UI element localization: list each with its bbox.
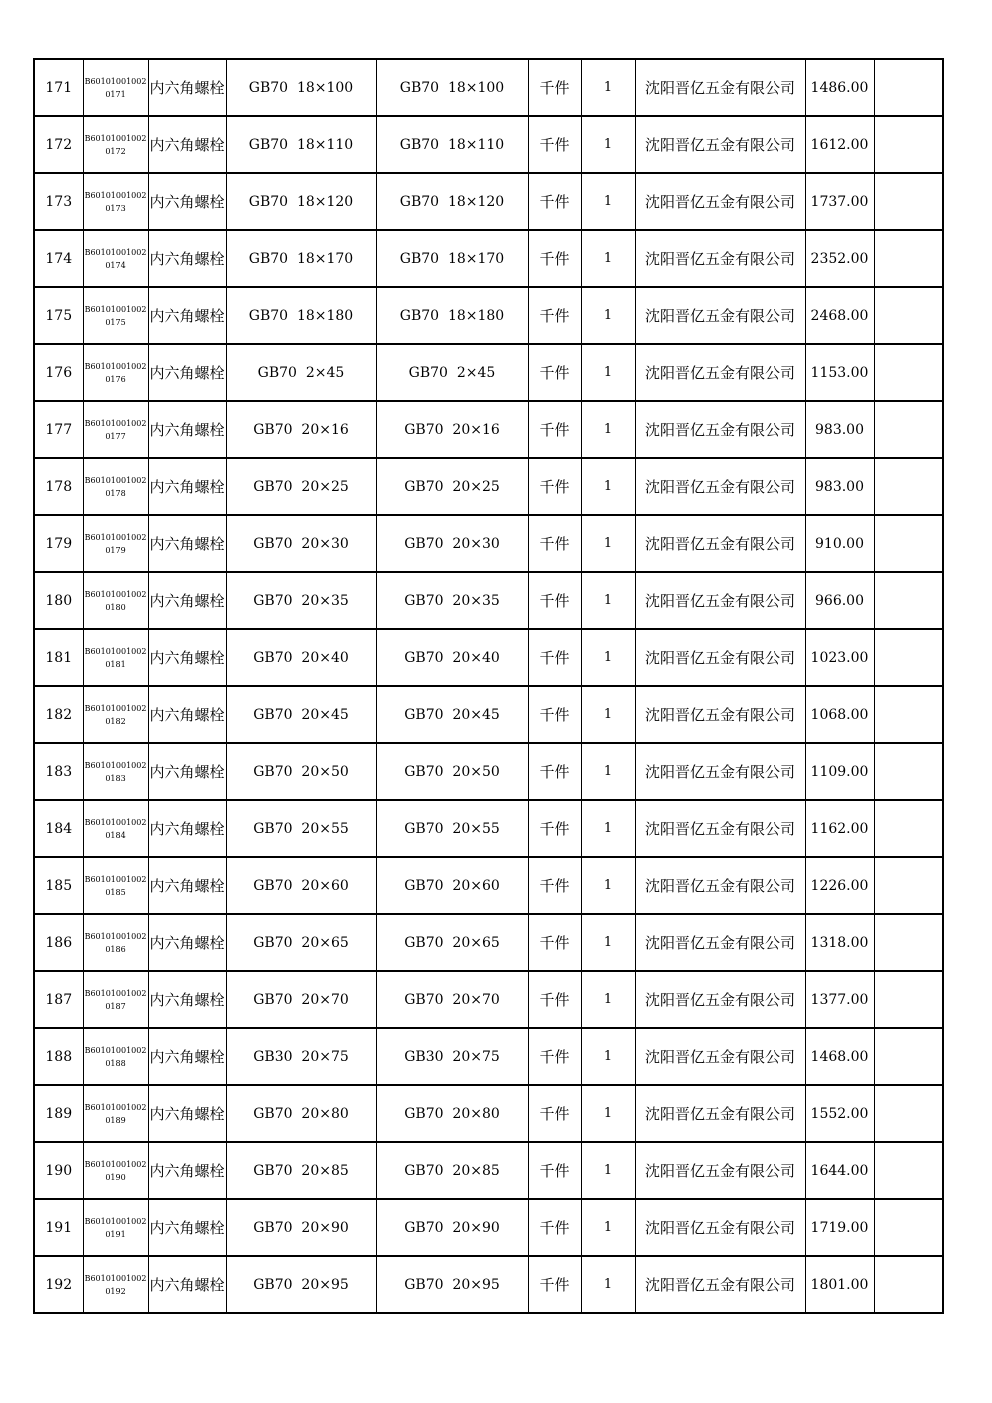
- unit-cell: 千件: [528, 344, 581, 401]
- table-row: [34, 515, 943, 572]
- specification-cell: GB70 20×90: [226, 1199, 376, 1256]
- row-number-cell: 174: [34, 230, 83, 287]
- table-row: [34, 230, 943, 287]
- unit-price-cell: 1737.00: [805, 173, 874, 230]
- table-row: [34, 914, 943, 971]
- row-number-cell: 181: [34, 629, 83, 686]
- specification-cell: GB70 20×40: [226, 629, 376, 686]
- row-number-cell: 173: [34, 173, 83, 230]
- table-row: [34, 743, 943, 800]
- remark-cell: [874, 173, 943, 230]
- table-body: [34, 59, 943, 1313]
- supplier-cell: 沈阳晋亿五金有限公司: [635, 1199, 805, 1256]
- material-name-cell: 内六角螺栓: [148, 1256, 226, 1313]
- unit-price-cell: 1153.00: [805, 344, 874, 401]
- quantity-cell: 1: [581, 1142, 635, 1199]
- table-row: [34, 800, 943, 857]
- quantity-cell: 1: [581, 116, 635, 173]
- model-cell: GB70 18×120: [376, 173, 528, 230]
- unit-cell: 千件: [528, 1199, 581, 1256]
- remark-cell: [874, 1199, 943, 1256]
- remark-cell: [874, 1256, 943, 1313]
- unit-price-cell: 1068.00: [805, 686, 874, 743]
- material-code-cell: B601010010020174: [83, 230, 148, 287]
- unit-price-cell: 1226.00: [805, 857, 874, 914]
- specification-cell: GB30 20×75: [226, 1028, 376, 1085]
- specification-cell: GB70 20×35: [226, 572, 376, 629]
- model-cell: GB70 20×80: [376, 1085, 528, 1142]
- remark-cell: [874, 914, 943, 971]
- unit-price-cell: 1109.00: [805, 743, 874, 800]
- supplier-cell: 沈阳晋亿五金有限公司: [635, 1028, 805, 1085]
- specification-cell: GB70 18×120: [226, 173, 376, 230]
- specification-cell: GB70 20×50: [226, 743, 376, 800]
- material-name-cell: 内六角螺栓: [148, 914, 226, 971]
- remark-cell: [874, 800, 943, 857]
- unit-price-cell: 2352.00: [805, 230, 874, 287]
- unit-cell: 千件: [528, 401, 581, 458]
- specification-cell: GB70 20×70: [226, 971, 376, 1028]
- material-code-cell: B601010010020180: [83, 572, 148, 629]
- supplier-cell: 沈阳晋亿五金有限公司: [635, 116, 805, 173]
- table-row: [34, 686, 943, 743]
- material-code-cell: B601010010020192: [83, 1256, 148, 1313]
- supplier-cell: 沈阳晋亿五金有限公司: [635, 1142, 805, 1199]
- material-name-cell: 内六角螺栓: [148, 686, 226, 743]
- supplier-cell: 沈阳晋亿五金有限公司: [635, 344, 805, 401]
- model-cell: GB70 20×35: [376, 572, 528, 629]
- material-name-cell: 内六角螺栓: [148, 59, 226, 116]
- model-cell: GB30 20×75: [376, 1028, 528, 1085]
- unit-cell: 千件: [528, 515, 581, 572]
- row-number-cell: 183: [34, 743, 83, 800]
- material-name-cell: 内六角螺栓: [148, 572, 226, 629]
- unit-price-cell: 1377.00: [805, 971, 874, 1028]
- quantity-cell: 1: [581, 230, 635, 287]
- supplier-cell: 沈阳晋亿五金有限公司: [635, 287, 805, 344]
- remark-cell: [874, 230, 943, 287]
- unit-cell: 千件: [528, 572, 581, 629]
- table-row: [34, 1028, 943, 1085]
- remark-cell: [874, 971, 943, 1028]
- unit-price-cell: 1612.00: [805, 116, 874, 173]
- unit-price-cell: 1162.00: [805, 800, 874, 857]
- unit-price-cell: 966.00: [805, 572, 874, 629]
- material-name-cell: 内六角螺栓: [148, 800, 226, 857]
- unit-price-cell: 1023.00: [805, 629, 874, 686]
- unit-price-cell: 1801.00: [805, 1256, 874, 1313]
- unit-price-cell: 1486.00: [805, 59, 874, 116]
- material-name-cell: 内六角螺栓: [148, 1199, 226, 1256]
- unit-cell: 千件: [528, 1085, 581, 1142]
- model-cell: GB70 20×55: [376, 800, 528, 857]
- remark-cell: [874, 743, 943, 800]
- row-number-cell: 180: [34, 572, 83, 629]
- remark-cell: [874, 629, 943, 686]
- unit-cell: 千件: [528, 686, 581, 743]
- unit-price-cell: 2468.00: [805, 287, 874, 344]
- unit-cell: 千件: [528, 1028, 581, 1085]
- table-row: [34, 857, 943, 914]
- specification-cell: GB70 20×95: [226, 1256, 376, 1313]
- table-row: [34, 344, 943, 401]
- model-cell: GB70 20×70: [376, 971, 528, 1028]
- table-row: [34, 1199, 943, 1256]
- model-cell: GB70 20×65: [376, 914, 528, 971]
- row-number-cell: 177: [34, 401, 83, 458]
- quantity-cell: 1: [581, 800, 635, 857]
- supplier-cell: 沈阳晋亿五金有限公司: [635, 59, 805, 116]
- material-name-cell: 内六角螺栓: [148, 1028, 226, 1085]
- model-cell: GB70 20×60: [376, 857, 528, 914]
- row-number-cell: 189: [34, 1085, 83, 1142]
- material-code-cell: B601010010020187: [83, 971, 148, 1028]
- quantity-cell: 1: [581, 173, 635, 230]
- material-name-cell: 内六角螺栓: [148, 629, 226, 686]
- unit-price-cell: 1719.00: [805, 1199, 874, 1256]
- material-code-cell: B601010010020171: [83, 59, 148, 116]
- quantity-cell: 1: [581, 857, 635, 914]
- material-code-cell: B601010010020177: [83, 401, 148, 458]
- model-cell: GB70 20×16: [376, 401, 528, 458]
- supplier-cell: 沈阳晋亿五金有限公司: [635, 401, 805, 458]
- unit-cell: 千件: [528, 629, 581, 686]
- supplier-cell: 沈阳晋亿五金有限公司: [635, 458, 805, 515]
- remark-cell: [874, 1085, 943, 1142]
- material-code-cell: B601010010020183: [83, 743, 148, 800]
- material-name-cell: 内六角螺栓: [148, 1142, 226, 1199]
- specification-cell: GB70 20×85: [226, 1142, 376, 1199]
- specification-cell: GB70 20×45: [226, 686, 376, 743]
- remark-cell: [874, 515, 943, 572]
- row-number-cell: 171: [34, 59, 83, 116]
- supplier-cell: 沈阳晋亿五金有限公司: [635, 800, 805, 857]
- quantity-cell: 1: [581, 971, 635, 1028]
- supplier-cell: 沈阳晋亿五金有限公司: [635, 173, 805, 230]
- material-name-cell: 内六角螺栓: [148, 287, 226, 344]
- remark-cell: [874, 59, 943, 116]
- model-cell: GB70 20×45: [376, 686, 528, 743]
- quantity-cell: 1: [581, 1199, 635, 1256]
- quantity-cell: 1: [581, 914, 635, 971]
- table-row: [34, 116, 943, 173]
- model-cell: GB70 18×110: [376, 116, 528, 173]
- unit-price-cell: 983.00: [805, 458, 874, 515]
- specification-cell: GB70 18×100: [226, 59, 376, 116]
- row-number-cell: 187: [34, 971, 83, 1028]
- supplier-cell: 沈阳晋亿五金有限公司: [635, 515, 805, 572]
- model-cell: GB70 20×25: [376, 458, 528, 515]
- remark-cell: [874, 401, 943, 458]
- model-cell: GB70 18×180: [376, 287, 528, 344]
- material-code-cell: B601010010020172: [83, 116, 148, 173]
- unit-cell: 千件: [528, 287, 581, 344]
- material-name-cell: 内六角螺栓: [148, 971, 226, 1028]
- row-number-cell: 190: [34, 1142, 83, 1199]
- material-code-cell: B601010010020188: [83, 1028, 148, 1085]
- quantity-cell: 1: [581, 743, 635, 800]
- model-cell: GB70 18×170: [376, 230, 528, 287]
- table-row: [34, 1085, 943, 1142]
- model-cell: GB70 20×85: [376, 1142, 528, 1199]
- material-code-cell: B601010010020189: [83, 1085, 148, 1142]
- table-row: [34, 59, 943, 116]
- material-name-cell: 内六角螺栓: [148, 116, 226, 173]
- material-code-cell: B601010010020173: [83, 173, 148, 230]
- specification-cell: GB70 20×16: [226, 401, 376, 458]
- row-number-cell: 175: [34, 287, 83, 344]
- table-row: [34, 1142, 943, 1199]
- specification-cell: GB70 20×30: [226, 515, 376, 572]
- table-row: [34, 971, 943, 1028]
- table-row: [34, 173, 943, 230]
- unit-price-cell: 1468.00: [805, 1028, 874, 1085]
- quantity-cell: 1: [581, 1085, 635, 1142]
- row-number-cell: 182: [34, 686, 83, 743]
- supplier-cell: 沈阳晋亿五金有限公司: [635, 686, 805, 743]
- specification-cell: GB70 18×110: [226, 116, 376, 173]
- table-row: [34, 572, 943, 629]
- specification-cell: GB70 18×170: [226, 230, 376, 287]
- quantity-cell: 1: [581, 1028, 635, 1085]
- remark-cell: [874, 458, 943, 515]
- unit-cell: 千件: [528, 971, 581, 1028]
- unit-cell: 千件: [528, 800, 581, 857]
- unit-cell: 千件: [528, 1142, 581, 1199]
- unit-cell: 千件: [528, 1256, 581, 1313]
- remark-cell: [874, 857, 943, 914]
- material-code-cell: B601010010020184: [83, 800, 148, 857]
- supplier-cell: 沈阳晋亿五金有限公司: [635, 857, 805, 914]
- row-number-cell: 178: [34, 458, 83, 515]
- material-code-cell: B601010010020186: [83, 914, 148, 971]
- supplier-cell: 沈阳晋亿五金有限公司: [635, 1256, 805, 1313]
- supplier-cell: 沈阳晋亿五金有限公司: [635, 572, 805, 629]
- unit-cell: 千件: [528, 857, 581, 914]
- material-name-cell: 内六角螺栓: [148, 344, 226, 401]
- material-name-cell: 内六角螺栓: [148, 230, 226, 287]
- material-name-cell: 内六角螺栓: [148, 857, 226, 914]
- material-name-cell: 内六角螺栓: [148, 1085, 226, 1142]
- supplier-cell: 沈阳晋亿五金有限公司: [635, 629, 805, 686]
- row-number-cell: 191: [34, 1199, 83, 1256]
- material-code-cell: B601010010020191: [83, 1199, 148, 1256]
- table-row: [34, 629, 943, 686]
- material-code-cell: B601010010020181: [83, 629, 148, 686]
- unit-price-cell: 1318.00: [805, 914, 874, 971]
- supplier-cell: 沈阳晋亿五金有限公司: [635, 743, 805, 800]
- unit-cell: 千件: [528, 116, 581, 173]
- material-code-cell: B601010010020182: [83, 686, 148, 743]
- price-table: [33, 58, 944, 1314]
- quantity-cell: 1: [581, 629, 635, 686]
- model-cell: GB70 20×40: [376, 629, 528, 686]
- specification-cell: GB70 2×45: [226, 344, 376, 401]
- row-number-cell: 188: [34, 1028, 83, 1085]
- specification-cell: GB70 20×25: [226, 458, 376, 515]
- material-code-cell: B601010010020178: [83, 458, 148, 515]
- supplier-cell: 沈阳晋亿五金有限公司: [635, 971, 805, 1028]
- table-row: [34, 458, 943, 515]
- row-number-cell: 179: [34, 515, 83, 572]
- model-cell: GB70 2×45: [376, 344, 528, 401]
- unit-cell: 千件: [528, 914, 581, 971]
- unit-cell: 千件: [528, 458, 581, 515]
- specification-cell: GB70 20×80: [226, 1085, 376, 1142]
- material-code-cell: B601010010020175: [83, 287, 148, 344]
- material-name-cell: 内六角螺栓: [148, 743, 226, 800]
- row-number-cell: 184: [34, 800, 83, 857]
- unit-price-cell: 1552.00: [805, 1085, 874, 1142]
- material-name-cell: 内六角螺栓: [148, 515, 226, 572]
- quantity-cell: 1: [581, 572, 635, 629]
- model-cell: GB70 20×30: [376, 515, 528, 572]
- unit-cell: 千件: [528, 743, 581, 800]
- unit-cell: 千件: [528, 173, 581, 230]
- quantity-cell: 1: [581, 59, 635, 116]
- material-name-cell: 内六角螺栓: [148, 458, 226, 515]
- quantity-cell: 1: [581, 344, 635, 401]
- quantity-cell: 1: [581, 515, 635, 572]
- remark-cell: [874, 686, 943, 743]
- material-name-cell: 内六角螺栓: [148, 173, 226, 230]
- specification-cell: GB70 20×60: [226, 857, 376, 914]
- quantity-cell: 1: [581, 287, 635, 344]
- row-number-cell: 186: [34, 914, 83, 971]
- unit-cell: 千件: [528, 59, 581, 116]
- material-name-cell: 内六角螺栓: [148, 401, 226, 458]
- supplier-cell: 沈阳晋亿五金有限公司: [635, 914, 805, 971]
- material-code-cell: B601010010020190: [83, 1142, 148, 1199]
- unit-price-cell: 1644.00: [805, 1142, 874, 1199]
- quantity-cell: 1: [581, 686, 635, 743]
- row-number-cell: 176: [34, 344, 83, 401]
- unit-price-cell: 983.00: [805, 401, 874, 458]
- row-number-cell: 172: [34, 116, 83, 173]
- model-cell: GB70 18×100: [376, 59, 528, 116]
- remark-cell: [874, 1142, 943, 1199]
- unit-cell: 千件: [528, 230, 581, 287]
- quantity-cell: 1: [581, 458, 635, 515]
- table-row: [34, 287, 943, 344]
- model-cell: GB70 20×95: [376, 1256, 528, 1313]
- unit-price-cell: 910.00: [805, 515, 874, 572]
- specification-cell: GB70 20×65: [226, 914, 376, 971]
- specification-cell: GB70 20×55: [226, 800, 376, 857]
- model-cell: GB70 20×50: [376, 743, 528, 800]
- supplier-cell: 沈阳晋亿五金有限公司: [635, 1085, 805, 1142]
- remark-cell: [874, 344, 943, 401]
- remark-cell: [874, 287, 943, 344]
- supplier-cell: 沈阳晋亿五金有限公司: [635, 230, 805, 287]
- quantity-cell: 1: [581, 1256, 635, 1313]
- table-row: [34, 1256, 943, 1313]
- remark-cell: [874, 1028, 943, 1085]
- material-code-cell: B601010010020179: [83, 515, 148, 572]
- remark-cell: [874, 116, 943, 173]
- specification-cell: GB70 18×180: [226, 287, 376, 344]
- remark-cell: [874, 572, 943, 629]
- quantity-cell: 1: [581, 401, 635, 458]
- table-row: [34, 401, 943, 458]
- model-cell: GB70 20×90: [376, 1199, 528, 1256]
- material-code-cell: B601010010020185: [83, 857, 148, 914]
- material-code-cell: B601010010020176: [83, 344, 148, 401]
- row-number-cell: 185: [34, 857, 83, 914]
- row-number-cell: 192: [34, 1256, 83, 1313]
